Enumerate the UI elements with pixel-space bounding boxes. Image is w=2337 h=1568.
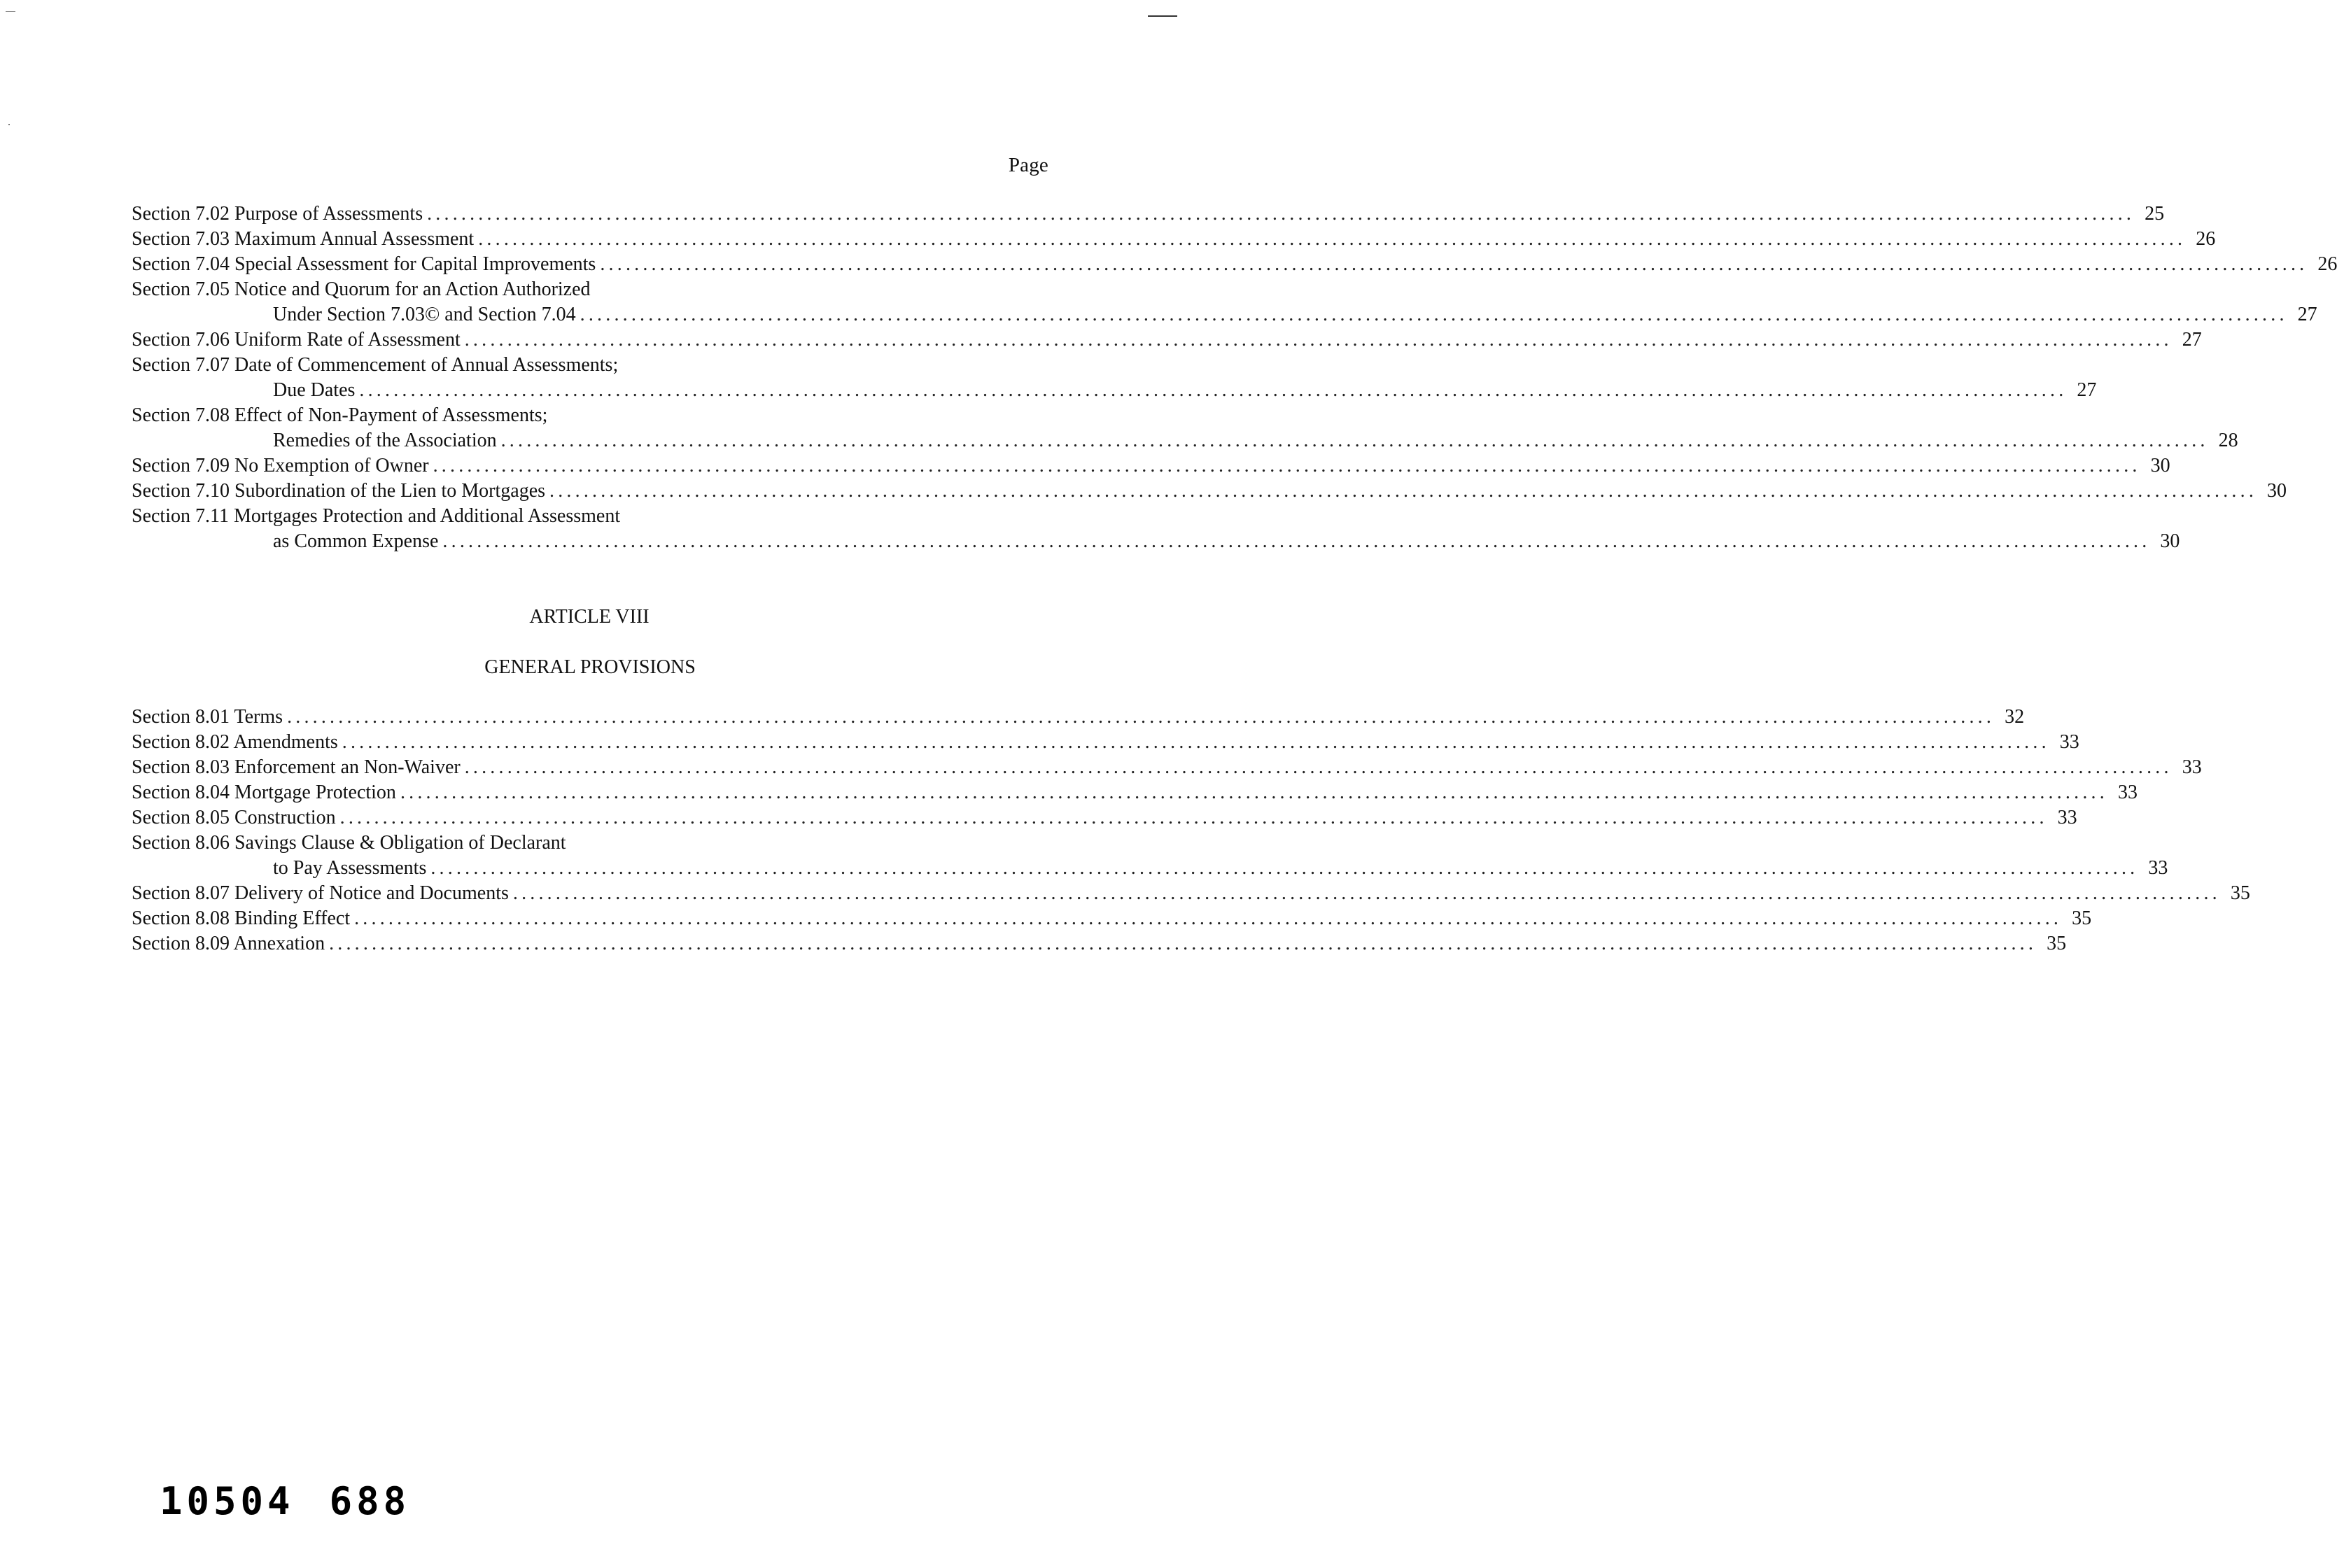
page-column-header: Page	[1008, 154, 1048, 176]
toc-page-number: 27	[2297, 304, 2317, 325]
toc-entry-text: Section 8.07 Delivery of Notice and Documents	[132, 882, 509, 904]
toc-entry-continuation	[132, 378, 2097, 403]
toc-page-number: 26	[2317, 253, 2337, 275]
article-title-text: GENERAL PROVISIONS	[484, 656, 696, 678]
toc-article-viii-list	[132, 705, 2250, 956]
dot-leader: ........................................................................................................................................................................................................	[427, 203, 2135, 225]
scan-mark	[1148, 15, 1177, 17]
toc-entry-text: Section 8.05 Construction	[132, 807, 336, 828]
toc-entry-text: Section 8.04 Mortgage Protection	[132, 782, 396, 803]
toc-page-number: 33	[2117, 782, 2138, 803]
toc-entry-text: Section 7.05 Notice and Quorum for an Action Authorized	[132, 278, 591, 300]
toc-entry-continuation	[132, 856, 2168, 881]
dot-leader: ........................................................................................................................................................................................................	[354, 907, 2063, 929]
toc-entry	[132, 780, 2138, 805]
toc-entry-title	[132, 252, 2337, 277]
toc-page-number: 27	[2182, 329, 2202, 351]
dot-leader: ........................................................................................................................................................................................................	[464, 756, 2173, 778]
book-number: 10504	[160, 1479, 295, 1523]
dot-leader: ........................................................................................................................................................................................................	[433, 455, 2141, 476]
toc-entry	[132, 327, 2202, 353]
toc-entry	[132, 755, 2202, 780]
toc-entry	[132, 906, 2092, 931]
toc-page-number: 35	[2072, 907, 2092, 929]
toc-page-number: 30	[2160, 530, 2180, 552]
toc-page-number: 35	[2230, 882, 2250, 904]
scan-mark	[6, 11, 15, 12]
dot-leader: ........................................................................................................................................................................................................	[478, 228, 2187, 250]
toc-page-number: 30	[2150, 455, 2170, 476]
toc-page-number: 27	[2077, 379, 2097, 401]
toc-entry	[132, 453, 2170, 479]
dot-leader: ........................................................................................................................................................................................................	[359, 379, 2068, 401]
toc-entry-text: Section 8.09 Annexation	[132, 933, 325, 954]
toc-entry	[132, 805, 2077, 831]
toc-entry	[132, 881, 2250, 906]
dot-leader: ........................................................................................................................................................................................................	[464, 329, 2173, 351]
toc-entry-text: Remedies of the Association	[273, 430, 497, 451]
recording-stamp	[160, 1479, 410, 1523]
toc-entry	[132, 831, 2168, 881]
toc-entry	[132, 277, 2317, 327]
toc-entry-text: Section 7.04 Special Assessment for Capital Improvements	[132, 253, 596, 275]
toc-entry-title	[132, 403, 1044, 428]
toc-entry	[132, 252, 2337, 277]
dot-leader: ........................................................................................................................................................................................................	[549, 480, 2258, 502]
toc-page-number: 33	[2182, 756, 2202, 778]
toc-entry	[132, 202, 2165, 227]
toc-page-number: 30	[2267, 480, 2287, 502]
toc-entry-title	[132, 831, 1044, 856]
page-number-stamp: 688	[329, 1479, 411, 1523]
toc-entry-continuation	[132, 529, 2180, 554]
toc-entry-text: Section 7.11 Mortgages Protection and Additional Assessment	[132, 505, 621, 527]
toc-entry-text: Section 7.03 Maximum Annual Assessment	[132, 228, 475, 250]
toc-page-number: 33	[2057, 807, 2077, 828]
toc-entry-title	[132, 327, 2202, 353]
dot-leader: ........................................................................................................................................................................................................	[400, 782, 2108, 803]
toc-entry-title	[132, 881, 2250, 906]
toc-entry-title	[132, 705, 2025, 730]
toc-entry-title	[132, 504, 1044, 529]
dot-leader: ........................................................................................................................................................................................................	[342, 731, 2050, 753]
toc-entry-text: Section 8.02 Amendments	[132, 731, 338, 753]
toc-entry-title	[132, 730, 2079, 755]
dot-leader: ........................................................................................................................................................................................................	[287, 706, 1995, 728]
toc-page-number: 28	[2218, 430, 2238, 451]
toc-entry	[132, 353, 2097, 403]
dot-leader: ........................................................................................................................................................................................................	[430, 857, 2139, 879]
toc-entry-title	[132, 780, 2138, 805]
toc-entry-text: Section 7.10 Subordination of the Lien to Mortgages	[132, 480, 546, 502]
toc-entry-text: Section 7.09 No Exemption of Owner	[132, 455, 429, 476]
dot-leader: ........................................................................................................................................................................................................	[600, 253, 2308, 275]
toc-entry-title	[132, 479, 2287, 504]
toc-page-number: 33	[2059, 731, 2079, 753]
toc-entry-continuation	[132, 302, 2317, 327]
toc-entry-title	[132, 227, 2216, 252]
toc-entry-text: Section 8.08 Binding Effect	[132, 907, 351, 929]
toc-entry-text: Section 8.01 Terms	[132, 706, 283, 728]
toc-entry	[132, 504, 2180, 554]
toc-entry-title	[132, 931, 2067, 956]
toc-entry-text: Section 8.06 Savings Clause & Obligation of Declarant	[132, 832, 566, 854]
toc-entry-title	[132, 453, 2170, 479]
dot-leader: ........................................................................................................................................................................................................	[512, 882, 2221, 904]
toc-page-number: 32	[2005, 706, 2025, 728]
dot-leader: ........................................................................................................................................................................................................	[329, 933, 2037, 954]
toc-entry-text: Section 7.02 Purpose of Assessments	[132, 203, 423, 225]
toc-page-number: 26	[2196, 228, 2216, 250]
toc-entry-title	[132, 277, 1044, 302]
toc-entry	[132, 479, 2287, 504]
toc-page-number: 33	[2148, 857, 2168, 879]
toc-entry	[132, 730, 2079, 755]
toc-entry-text: Section 7.08 Effect of Non-Payment of Assessments;	[132, 404, 548, 426]
toc-entry-continuation	[132, 428, 2238, 453]
toc-entry-title	[132, 755, 2202, 780]
scan-speck	[8, 124, 10, 125]
article-number-text: ARTICLE VIII	[529, 606, 650, 628]
toc-entry-text: Section 7.06 Uniform Rate of Assessment	[132, 329, 461, 351]
toc-article-vii-list	[132, 202, 2337, 554]
dot-leader: ........................................................................................................................................................................................................	[339, 807, 2048, 828]
toc-entry-text: as Common Expense	[273, 530, 439, 552]
toc-entry-text: Due Dates	[273, 379, 356, 401]
toc-page-number: 25	[2145, 203, 2165, 225]
toc-entry	[132, 227, 2216, 252]
toc-entry	[132, 403, 2238, 453]
dot-leader: ........................................................................................................................................................................................................	[500, 430, 2209, 451]
toc-entry-text: Section 7.07 Date of Commencement of Annual Assessments;	[132, 354, 619, 376]
toc-entry-title	[132, 906, 2092, 931]
toc-entry	[132, 705, 2025, 730]
toc-entry-text: to Pay Assessments	[273, 857, 427, 879]
toc-entry-text: Under Section 7.03© and Section 7.04	[273, 304, 576, 325]
toc-entry-title	[132, 353, 1044, 378]
toc-entry-text: Section 8.03 Enforcement an Non-Waiver	[132, 756, 461, 778]
dot-leader: ........................................................................................................................................................................................................	[442, 530, 2151, 552]
toc-page-number: 35	[2047, 933, 2067, 954]
toc-entry-title	[132, 805, 2077, 831]
toc-entry	[132, 931, 2067, 956]
dot-leader: ........................................................................................................................................................................................................	[580, 304, 2288, 325]
toc-entry-title	[132, 202, 2165, 227]
